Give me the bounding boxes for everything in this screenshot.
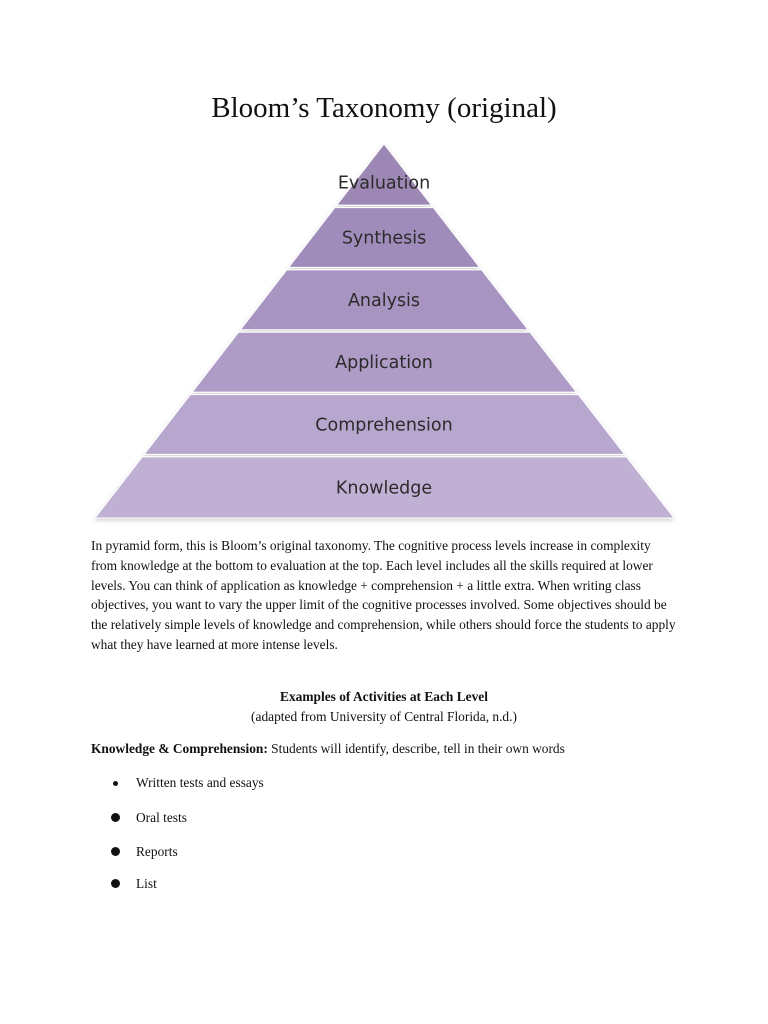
intro-paragraph: In pyramid form, this is Bloom’s original taxonomy. The cognitive process levels increase in complexity from knowledge at the bottom to evaluation at the top. Each level includes all the skills required at lower levels. You can think of application as knowledge + comprehension + a little extra. When writing class objectives, you want to vary the upper limit of the cognitive processes involved. Some objectives should be the relatively simple levels of knowledge and comprehension, while others should force the students to apply what they have learned at more intense levels. xyxy=(91,538,676,652)
knowledge-comprehension-label: Knowledge & Comprehension: xyxy=(91,741,268,756)
bullet-icon xyxy=(111,813,120,822)
bullet-icon xyxy=(111,847,120,856)
knowledge-comprehension-line xyxy=(91,739,691,759)
knowledge-comprehension-text: Students will identify, describe, tell in their own words xyxy=(267,741,565,756)
examples-heading: Examples of Activities at Each Level xyxy=(280,689,488,704)
pyramid-label-comprehension: Comprehension xyxy=(315,415,453,436)
bullet-icon xyxy=(113,781,118,786)
pyramid-label-knowledge: Knowledge xyxy=(335,478,433,499)
pyramid-label-evaluation: Evaluation xyxy=(337,173,431,194)
pyramid-label-synthesis: Synthesis xyxy=(341,228,427,249)
document-title: Bloom’s Taxonomy (original) xyxy=(211,92,557,124)
pyramid-label-analysis: Analysis xyxy=(347,290,421,311)
bullet-icon xyxy=(111,879,120,888)
pyramid-label-application: Application xyxy=(335,353,433,374)
examples-source: (adapted from University of Central Florida, n.d.) xyxy=(251,709,517,724)
